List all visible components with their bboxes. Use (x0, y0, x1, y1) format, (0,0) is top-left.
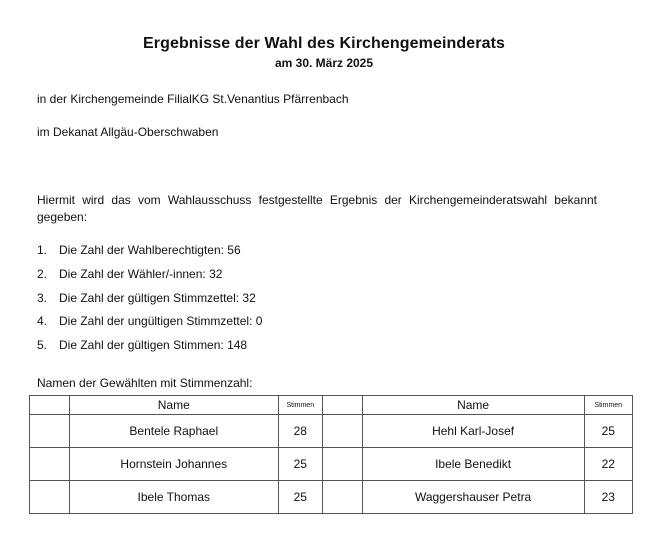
elected-table (29, 395, 633, 514)
list-text: Die Zahl der gültigen Stimmzettel: 32 (59, 290, 256, 305)
candidate-name: Hornstein Johannes (69, 448, 278, 481)
list-item (37, 313, 262, 337)
name-header: Name (362, 396, 584, 415)
candidate-votes: 25 (584, 415, 633, 448)
blank-cell (30, 415, 70, 448)
list-text: Die Zahl der gültigen Stimmen: 148 (59, 338, 248, 353)
blank-cell (322, 481, 362, 514)
candidate-votes: 28 (278, 415, 322, 448)
list-number: 3. (37, 290, 48, 305)
votes-header: Stimmen (278, 396, 322, 415)
list-item (37, 290, 262, 314)
name-header: Name (69, 396, 278, 415)
candidate-name: Ibele Benedikt (362, 448, 584, 481)
candidate-name: Waggershauser Petra (362, 481, 584, 514)
candidate-name: Ibele Thomas (69, 481, 278, 514)
elected-names-label: Namen der Gewählten mit Stimmenzahl: (37, 376, 253, 390)
candidate-votes: 22 (584, 448, 633, 481)
list-number: 2. (37, 266, 48, 281)
votes-header: Stimmen (584, 396, 633, 415)
blank-cell (322, 415, 362, 448)
list-number: 1. (37, 243, 48, 257)
list-item (37, 242, 262, 266)
list-item (37, 266, 262, 290)
table-row (30, 448, 633, 481)
blank-cell (30, 481, 70, 514)
results-list (37, 242, 262, 361)
document-subtitle: am 30. März 2025 (274, 56, 374, 70)
intro-text: Hiermit wird das vom Wahlausschuss festgestellte Ergebnis der Kirchengemeinderatswahl bekannt gegeben: (37, 193, 597, 224)
blank-cell (30, 448, 70, 481)
candidate-votes: 23 (584, 481, 633, 514)
candidate-name: Hehl Karl-Josef (362, 415, 584, 448)
parish-line: in der Kirchengemeinde FilialKG St.Venantius Pfärrenbach (37, 92, 349, 106)
document-title: Ergebnisse der Wahl des Kirchengemeinderats (142, 35, 506, 52)
list-number: 5. (37, 338, 48, 353)
blank-header-cell (30, 396, 70, 415)
list-number: 4. (37, 314, 48, 329)
candidate-votes: 25 (278, 481, 322, 514)
deanery-line: im Dekanat Allgäu-Oberschwaben (37, 125, 219, 139)
candidate-votes: 25 (278, 448, 322, 481)
list-text: Die Zahl der ungültigen Stimmzettel: 0 (59, 314, 263, 329)
table-header-row (30, 396, 633, 415)
blank-cell (322, 448, 362, 481)
list-text: Die Zahl der Wähler/-innen: 32 (59, 266, 223, 281)
blank-header-cell (322, 396, 362, 415)
list-item (37, 337, 262, 361)
table-row (30, 481, 633, 514)
list-text: Die Zahl der Wahlberechtigten: 56 (59, 243, 241, 257)
table-row (30, 415, 633, 448)
candidate-name: Bentele Raphael (69, 415, 278, 448)
